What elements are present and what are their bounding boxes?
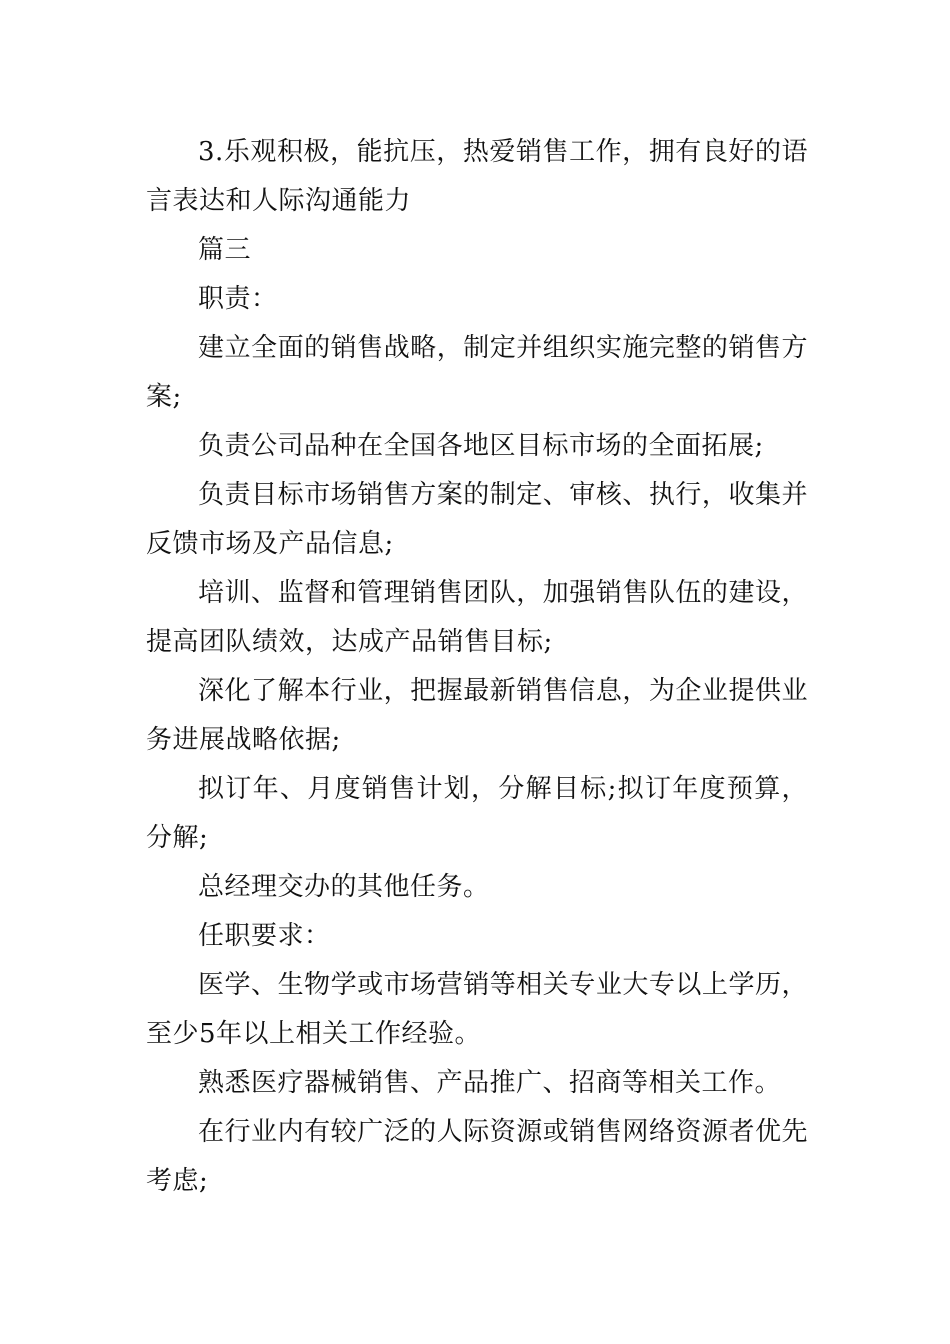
document-body [146,128,808,1206]
duty-item: 负责公司品种在全国各地区目标市场的全面拓展; [198,431,764,461]
duties-heading: 职责： [198,284,278,314]
requirement-item: 熟悉医疗器械销售、产品推广、招商等相关工作。 [198,1068,782,1098]
duty-item: 建立全面的销售战略，制定并组织实施完整的销售方案; [146,333,808,412]
requirement-item: 在行业内有较广泛的人际资源或销售网络资源者优先考虑; [146,1117,808,1196]
section-heading: 篇三 [198,235,252,265]
duty-item: 培训、监督和管理销售团队，加强销售队伍的建设，提高团队绩效，达成产品销售目标; [146,578,808,657]
duty-item: 深化了解本行业，把握最新销售信息，为企业提供业务进展战略依据; [146,676,808,755]
requirements-heading: 任职要求： [198,921,331,951]
duty-item: 总经理交办的其他任务。 [198,872,490,902]
paragraph-requirement-3: 3.乐观积极，能抗压，热爱销售工作，拥有良好的语言表达和人际沟通能力 [146,137,808,216]
duty-item: 拟订年、月度销售计划，分解目标;拟订年度预算，分解; [146,774,808,853]
duty-item: 负责目标市场销售方案的制定、审核、执行，收集并反馈市场及产品信息; [146,480,808,559]
requirement-item: 医学、生物学或市场营销等相关专业大专以上学历，至少5年以上相关工作经验。 [146,970,808,1049]
